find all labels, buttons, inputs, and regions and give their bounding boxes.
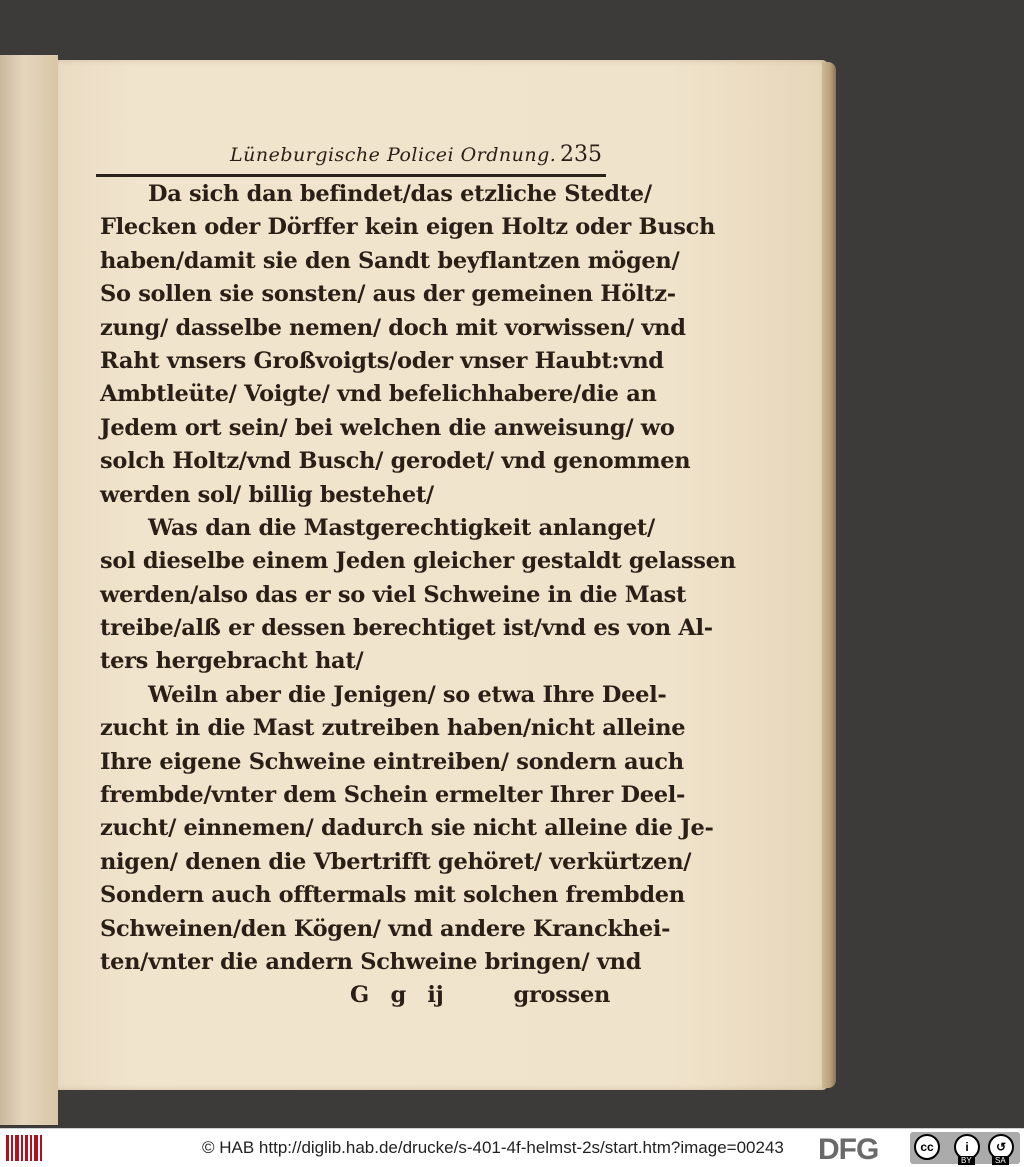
catchline (100, 979, 620, 1012)
text-line: sol dieselbe einem Jeden gleicher gestaldt gelassen (100, 548, 736, 575)
text-line: zung/ dasselbe nemen/ doch mit vorwissen/ vnd (100, 314, 686, 341)
text-line: Ihre eigene Schweine eintreiben/ sondern auch (100, 748, 684, 775)
text-line: Raht vnsers Großvoigts/oder vnser Haubt:vnd (100, 347, 664, 374)
header-rule (96, 174, 606, 177)
text-line: Was dan die Mastgerechtigkeit anlanget/ (148, 514, 655, 541)
dfg-logo[interactable]: DFG (818, 1133, 879, 1166)
catchword: grossen (513, 982, 611, 1009)
text-line: werden/also das er so viel Schweine in die Mast (100, 581, 687, 608)
page-edge-shadow (822, 62, 836, 1088)
running-title: Lüneburgische Policei Ordnung. (230, 144, 557, 166)
text-line: haben/damit sie den Sandt beyflantzen mögen/ (100, 247, 680, 274)
footer-bar (0, 1128, 1024, 1167)
text-line: werden sol/ billig bestehet/ (100, 481, 434, 508)
text-line: Weiln aber die Jenigen/ so etwa Ihre Deel- (148, 681, 667, 708)
text-line: treibe/alß er dessen berechtiget ist/vnd es von Al- (100, 615, 713, 642)
text-line: zucht in die Mast zutreiben haben/nicht alleine (100, 715, 686, 742)
text-line: solch Holtz/vnd Busch/ gerodet/ vnd genommen (100, 448, 691, 475)
text-line: Jedem ort sein/ bei welchen die anweisung/ wo (100, 414, 675, 441)
by-label: BY (958, 1156, 975, 1165)
text-line: Da sich dan befindet/das etzliche Stedte/ (148, 181, 652, 207)
previous-page-edge (0, 55, 58, 1125)
text-line: Flecken oder Dörffer kein eigen Holtz oder Busch (100, 214, 716, 241)
text-line: zucht/ einnemen/ dadurch sie nicht alleine die Je- (100, 815, 714, 842)
text-line: frembde/vnter dem Schein ermelter Ihrer Deel- (100, 782, 686, 809)
text-line: Sondern auch offtermals mit solchen frembden (100, 882, 685, 909)
text-line: So sollen sie sonsten/ aus der gemeinen Höltz- (100, 281, 676, 308)
text-line: Ambtleüte/ Voigte/ vnd befelichhabere/die an (100, 381, 657, 408)
cc-license-badge[interactable] (910, 1132, 1020, 1164)
copyright-link[interactable]: © HAB http://diglib.hab.de/drucke/s-401-4f-helmst-2s/start.htm?image=00243 (202, 1138, 784, 1157)
hab-logo-icon[interactable] (6, 1135, 42, 1161)
body-text (100, 178, 736, 1013)
signature-mark: G g ij (350, 982, 444, 1009)
by-icon: i (954, 1134, 980, 1160)
text-line: ten/vnter die andern Schweine bringen/ vnd (100, 948, 642, 975)
text-line: Schweinen/den Kögen/ vnd andere Kranckhei- (100, 915, 671, 942)
text-line: ters hergebracht hat/ (100, 648, 364, 675)
cc-icon: cc (914, 1134, 940, 1160)
page-number: 235 (560, 142, 602, 167)
sa-icon: ↺ (988, 1134, 1014, 1160)
text-line: nigen/ denen die Vbertrifft gehöret/ verkürtzen/ (100, 848, 692, 875)
sa-label: SA (992, 1156, 1009, 1165)
